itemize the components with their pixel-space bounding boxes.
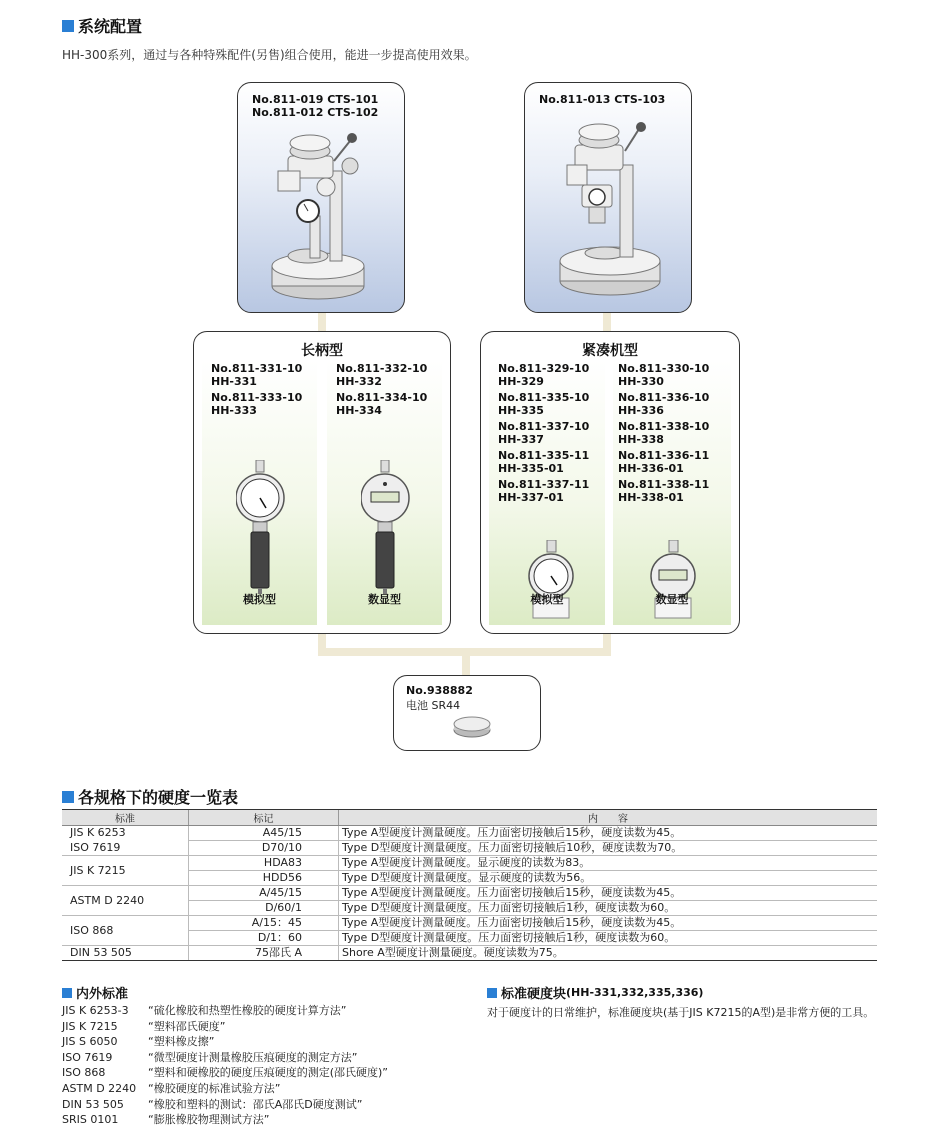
battery-name: 电池 SR44 xyxy=(406,699,461,712)
list-item: JIS S 6050 “塑料橡皮擦” xyxy=(62,1035,215,1049)
table-row: D/1：60 Type D型硬度计测量硬度。压力面密切接触后1秒，硬度读数为60。 xyxy=(62,931,877,946)
model-list: No.811-330-10 HH-330 No.811-336-10 HH-336 No.811-338-10 HH-338 No.811-336-11 HH-336-01 No.811-338-11 HH-338-01 xyxy=(618,362,710,504)
list-item: DIN 53 505 “橡胶和塑料的测试：邵氏A邵氏D硬度测试” xyxy=(62,1097,363,1111)
test-stand-compact-image xyxy=(555,115,670,305)
list-item: SRIS 0101 “膨胀橡胶物理测试方法” xyxy=(62,1113,270,1127)
label-analog: 模拟型 xyxy=(243,593,276,606)
model-list: No.811-331-10 HH-331 No.811-333-10 HH-333 xyxy=(211,362,303,417)
square-bullet-icon xyxy=(487,988,497,998)
standards-list xyxy=(62,1003,388,1128)
digital-durometer-long-image xyxy=(361,460,411,595)
compact-type-box xyxy=(480,331,740,634)
square-bullet-icon xyxy=(62,791,74,803)
list-item: JIS K 6253-3 “硫化橡胶和热塑性橡胶的硬度计算方法” xyxy=(62,1004,347,1017)
long-type-title: 长柄型 xyxy=(301,343,343,359)
battery-model: No.938882 xyxy=(406,684,473,697)
label-analog: 模拟型 xyxy=(530,593,564,606)
section-title-hardness-table: 各规格下的硬度一览表 xyxy=(62,785,238,808)
stand-box-cts103 xyxy=(524,82,692,313)
compact-analog-card xyxy=(489,360,605,625)
table-row: ISO 868 A/15：45 Type A型硬度计测量硬度。压力面密切接触后15秒，硬度读数为45。 xyxy=(62,916,877,931)
analog-durometer-long-image xyxy=(236,460,286,595)
connector-right-stand xyxy=(603,311,611,331)
header-content: 内 容 xyxy=(339,810,878,826)
table-row: JIS K 7215 HDA83 Type A型硬度计测量硬度。显示硬度的读数为83。 xyxy=(62,856,877,871)
label-digital: 数显型 xyxy=(655,593,689,606)
connector-left-stand xyxy=(318,311,326,331)
label-digital: 数显型 xyxy=(368,593,401,606)
square-bullet-icon xyxy=(62,20,74,32)
list-item: ASTM D 2240 “橡胶硬度的标准试验方法” xyxy=(62,1081,281,1095)
connector-battery xyxy=(462,648,470,676)
model-list: No.811-332-10 HH-332 No.811-334-10 HH-334 xyxy=(336,362,428,417)
compact-digital-card xyxy=(613,360,731,625)
list-item: ISO 868 “塑料和硬橡胶的硬度压痕硬度的测定(邵氏硬度)” xyxy=(62,1066,388,1080)
long-analog-card xyxy=(202,360,317,625)
list-item: ISO 7619 “微型硬度计测量橡胶压痕硬度的测定方法” xyxy=(62,1050,358,1064)
table-header-row xyxy=(62,810,877,826)
battery-image xyxy=(452,712,492,740)
section-title-standards: 内外标准 xyxy=(62,983,128,1002)
stand-model-line2: No.811-012 CTS-102 xyxy=(252,106,379,119)
table-row: DIN 53 505 75邵氏 A Shore A型硬度计测量硬度。硬度读数为75。 xyxy=(62,946,877,961)
test-stand-analog-image xyxy=(268,121,378,306)
square-bullet-icon xyxy=(62,988,72,998)
table-row: ISO 7619 D70/10 Type D型硬度计测量硬度。压力面密切接触后10秒，硬度读数为70。 xyxy=(62,841,877,856)
digital-durometer-compact-image xyxy=(649,540,699,620)
stand-model-line1: No.811-019 CTS-101 xyxy=(252,93,379,106)
intro-text: HH-300系列，通过与各种特殊配件(另售)组合使用，能进一步提高使用效果。 xyxy=(62,48,477,62)
stand-box-cts101 xyxy=(237,82,405,313)
section-title-system: 系统配置 xyxy=(62,14,142,37)
header-mark: 标记 xyxy=(189,810,339,826)
compact-type-title: 紧凑机型 xyxy=(582,343,638,359)
table-row: HDD56 Type D型硬度计测量硬度。显示硬度的读数为56。 xyxy=(62,871,877,886)
hardness-block-desc: 对于硬度计的日常维护，标准硬度块(基于JIS K7215的A型)是非常方便的工具。 xyxy=(487,1006,875,1019)
list-item: JIS K 7215 “塑料邵氏硬度” xyxy=(62,1019,226,1033)
battery-box xyxy=(393,675,541,751)
hardness-table xyxy=(62,809,877,961)
long-digital-card xyxy=(327,360,442,625)
header-standard: 标准 xyxy=(62,810,189,826)
model-list: No.811-329-10 HH-329 No.811-335-10 HH-335 No.811-337-10 HH-337 No.811-335-11 HH-335-01 No.811-337-11 HH-337-01 xyxy=(498,362,590,504)
stand-model-line1: No.811-013 CTS-103 xyxy=(539,93,666,106)
table-row: ASTM D 2240 A/45/15 Type A型硬度计测量硬度。压力面密切接触后15秒，硬度读数为45。 xyxy=(62,886,877,901)
section-title-hardness-block: 标准硬度块 (HH-331,332,335,336) xyxy=(487,983,703,1002)
analog-durometer-compact-image xyxy=(527,540,577,620)
long-type-box xyxy=(193,331,451,634)
table-row: JIS K 6253 A45/15 Type A型硬度计测量硬度。压力面密切接触后15秒，硬度读数为45。 xyxy=(62,826,877,841)
table-row: D/60/1 Type D型硬度计测量硬度。压力面密切接触后1秒，硬度读数为60。 xyxy=(62,901,877,916)
